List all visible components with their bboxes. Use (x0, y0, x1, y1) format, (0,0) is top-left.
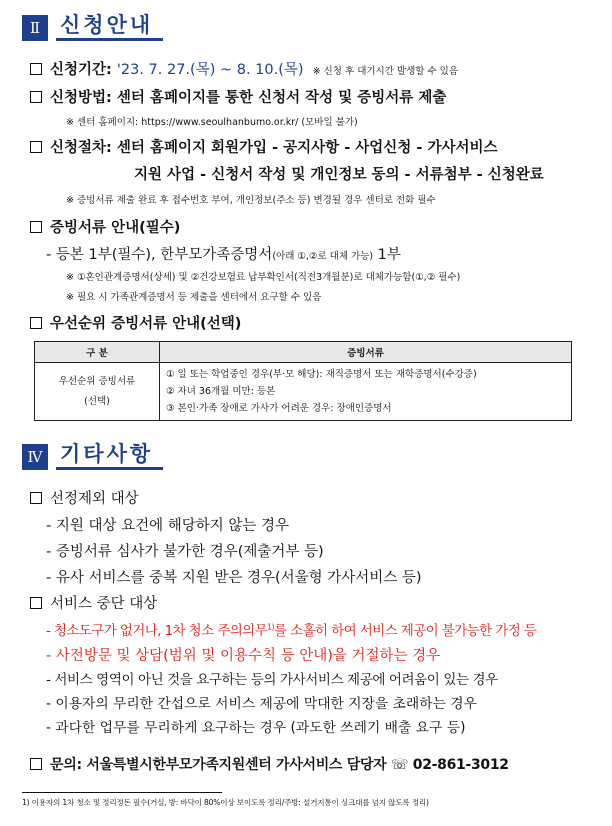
table-header-category: 구 분 (35, 342, 160, 363)
stop-label: 서비스 중단 대상 (50, 596, 158, 612)
priority-heading (30, 312, 241, 333)
stop-item-red-1 (46, 619, 536, 639)
checkbox-icon (30, 492, 42, 504)
procedure-line-2: 지원 사업 - 신청서 작성 및 개인정보 동의 - 서류첨부 - 신청완료 (134, 167, 544, 183)
method-label: 신청방법: 센터 홈페이지를 통한 신청서 작성 및 증빙서류 제출 (50, 90, 447, 106)
table-item: ① 일 또는 학업중인 경우(부·모 해당): 재직증명서 또는 재학증명서(수강증) (166, 369, 477, 380)
table-header-row (35, 342, 572, 363)
row-label-line-1: 우선순위 증빙서류 (58, 375, 136, 387)
section-number: Ⅱ (22, 15, 48, 41)
stop-item: - 서비스 영역이 아닌 것을 요구하는 등의 가사서비스 제공에 어려움이 있는 경우 (46, 672, 498, 688)
stop-item: - 과다한 업무를 무리하게 요구하는 경우 (과도한 쓰레기 배출 요구 등) (46, 720, 466, 736)
checkbox-icon (30, 758, 42, 770)
stop-red-1-text: - 청소도구가 없거나, 1차 청소 주의의무 (46, 623, 268, 639)
footnote-marker: 1) (267, 622, 275, 632)
exclusion-item: - 유사 서비스를 중복 지원 받은 경우(서울형 가사서비스 등) (46, 570, 422, 586)
section-4-header (22, 441, 163, 470)
table-row-label (35, 363, 160, 421)
section-2-header (22, 12, 163, 41)
apply-procedure (30, 136, 497, 157)
documents-heading (30, 216, 180, 237)
checkbox-icon (30, 221, 42, 233)
table-row-items (160, 363, 572, 421)
section-number: Ⅳ (22, 444, 48, 470)
table-item: ② 자녀 36개월 미만: 등본 (166, 386, 276, 397)
stop-heading (30, 592, 157, 613)
section-title: 기타사항 (56, 441, 163, 470)
procedure-note: ※ 증빙서류 제출 완료 후 접수번호 부여, 개인정보(주소 등) 변경될 경우 센터로 전화 필수 (66, 195, 436, 206)
method-note: ※ 센터 홈페이지: https://www.seoulhanbumo.or.kr/ (모바일 불가) (66, 117, 358, 128)
checkbox-icon (30, 91, 42, 103)
documents-label: 증빙서류 안내(필수) (50, 220, 181, 236)
table-header-documents: 증빙서류 (160, 342, 572, 363)
footnote-divider (22, 792, 222, 793)
exclusion-label: 선정제외 대상 (50, 491, 139, 507)
priority-table (34, 341, 572, 421)
period-note: ※ 신청 후 대기시간 발생할 수 있음 (312, 66, 459, 77)
contact (30, 754, 509, 774)
documents-item (46, 243, 401, 264)
documents-note-2: ※ 필요 시 가족관계증명서 등 제출을 센터에서 요구할 수 있음 (66, 292, 322, 303)
stop-item-red-2: - 사전방문 및 상담(범위 및 이용수칙 등 안내)을 거절하는 경우 (46, 648, 441, 664)
checkbox-icon (30, 597, 42, 609)
procedure-line-1: 신청절차: 센터 홈페이지 회원가입 - 공지사항 - 사업신청 - 가사서비스 (50, 140, 498, 156)
row-label-line-2: (선택) (84, 395, 110, 407)
table-item: ③ 본인·가족 장애로 가사가 어려운 경우: 장애인증명서 (166, 403, 392, 414)
period-value: '23. 7. 27.(목) ~ 8. 10.(목) (116, 62, 304, 78)
documents-item-small: (아래 ①,②로 대체 가능) (272, 251, 374, 262)
table-row (35, 363, 572, 421)
exclusion-item: - 지원 대상 요건에 해당하지 않는 경우 (46, 518, 289, 534)
checkbox-icon (30, 317, 42, 329)
documents-item-end: 1부 (373, 247, 401, 263)
contact-text: 문의: 서울특별시한부모가족지원센터 가사서비스 담당자 ☏ 02-861-3012 (50, 757, 509, 773)
exclusion-item: - 증빙서류 심사가 불가한 경우(제출거부 등) (46, 544, 324, 560)
footnote: 1) 이용자의 1차 청소 및 정리정돈 필수(거실, 방: 바닥이 80%이상 보이도록 정리/주방: 설거지통이 싱크대를 넘지 않도록 정리) (22, 798, 429, 807)
apply-method (30, 86, 446, 107)
documents-item-main: - 등본 1부(필수), 한부모가족증명서 (46, 247, 273, 263)
checkbox-icon (30, 63, 42, 75)
documents-note-1: ※ ①혼인관계증명서(상세) 및 ②건강보험료 납부확인서(직전3개월분)로 대체가능함(①,② 필수) (66, 272, 461, 283)
checkbox-icon (30, 141, 42, 153)
period-label: 신청기간: (50, 62, 117, 78)
priority-label: 우선순위 증빙서류 안내(선택) (50, 316, 242, 332)
stop-red-1-end: 를 소홀히 하여 서비스 제공이 불가능한 가정 등 (274, 623, 537, 639)
exclusion-heading (30, 487, 139, 508)
apply-period (30, 58, 458, 79)
stop-item: - 이용자의 무리한 간섭으로 서비스 제공에 막대한 지장을 초래하는 경우 (46, 696, 477, 712)
section-title: 신청안내 (56, 12, 163, 41)
